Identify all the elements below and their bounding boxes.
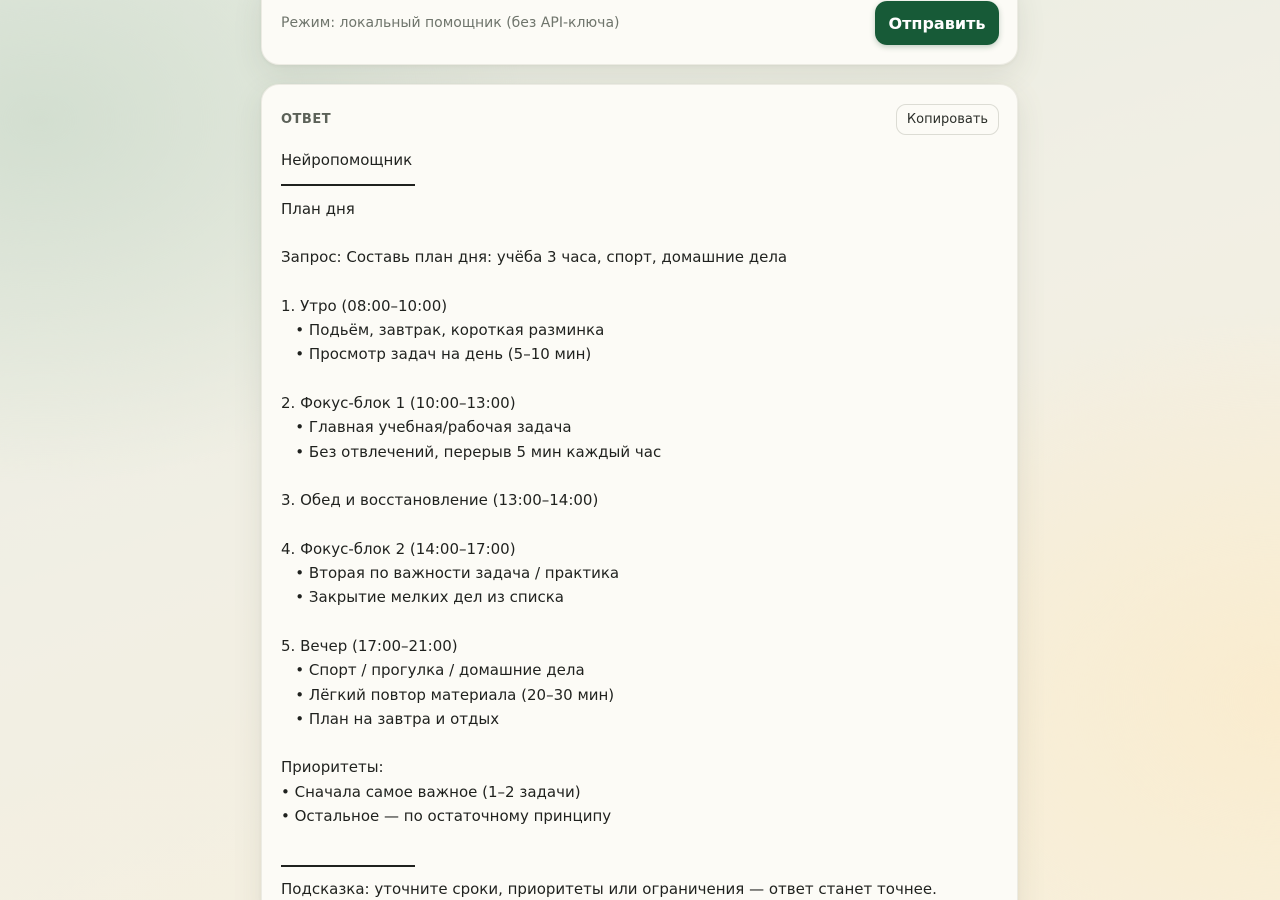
send-button[interactable]: Отправить [875, 1, 999, 45]
answer-line: Запрос: Составь план дня: учёба 3 часа, спорт, домашние дела [281, 248, 788, 267]
answer-line: • Вторая по важности задача / практика [281, 564, 620, 583]
answer-divider [281, 172, 997, 196]
answer-line: 5. Вечер (17:00–21:00) [281, 636, 458, 655]
answer-line: • Сначала самое важное (1–2 задачи) [281, 782, 581, 801]
answer-line: • Главная учебная/рабочая задача [281, 418, 572, 437]
answer-line: • Просмотр задач на день (5–10 мин) [281, 345, 592, 364]
answer-line [281, 269, 997, 293]
answer-line: • План на завтра и отдых [281, 709, 500, 728]
answer-line: 1. Утро (08:00–10:00) [281, 296, 448, 315]
answer-label: ОТВЕТ [281, 112, 332, 127]
answer-line: • Закрытие мелких дел из списка [281, 588, 564, 607]
answer-line: План дня [281, 199, 355, 218]
answer-line [281, 221, 997, 245]
answer-line: • Подьём, завтрак, короткая разминка [281, 321, 605, 340]
answer-line: 4. Фокус-блок 2 (14:00–17:00) [281, 539, 516, 558]
answer-line [281, 512, 997, 536]
answer-line: 2. Фокус-блок 1 (10:00–13:00) [281, 393, 516, 412]
answer-line: 3. Обед и восстановление (13:00–14:00) [281, 491, 599, 510]
answer-line [281, 731, 997, 755]
answer-line [281, 828, 997, 852]
answer-line [281, 610, 997, 634]
answer-line: • Лёгкий повтор материала (20–30 мин) [281, 685, 615, 704]
answer-line: • Без отвлечений, перерыв 5 мин каждый час [281, 442, 662, 461]
answer-line: • Остальное — по остаточному принципу [281, 807, 612, 826]
answer-line [281, 367, 997, 391]
answer-panel [261, 84, 1018, 900]
mode-status-text: Режим: локальный помощник (без API-ключа) [281, 15, 620, 31]
answer-line: Подсказка: уточните сроки, приоритеты или ограничения — ответ станет точнее. [281, 879, 937, 898]
answer-divider [281, 853, 997, 877]
answer-text [281, 148, 997, 900]
answer-line: • Спорт / прогулка / домашние дела [281, 661, 585, 680]
copy-button[interactable]: Копировать [896, 104, 999, 135]
answer-line [281, 464, 997, 488]
answer-line: Приоритеты: [281, 758, 384, 777]
answer-line: Нейропомощник [281, 151, 413, 169]
input-panel [261, 0, 1018, 65]
